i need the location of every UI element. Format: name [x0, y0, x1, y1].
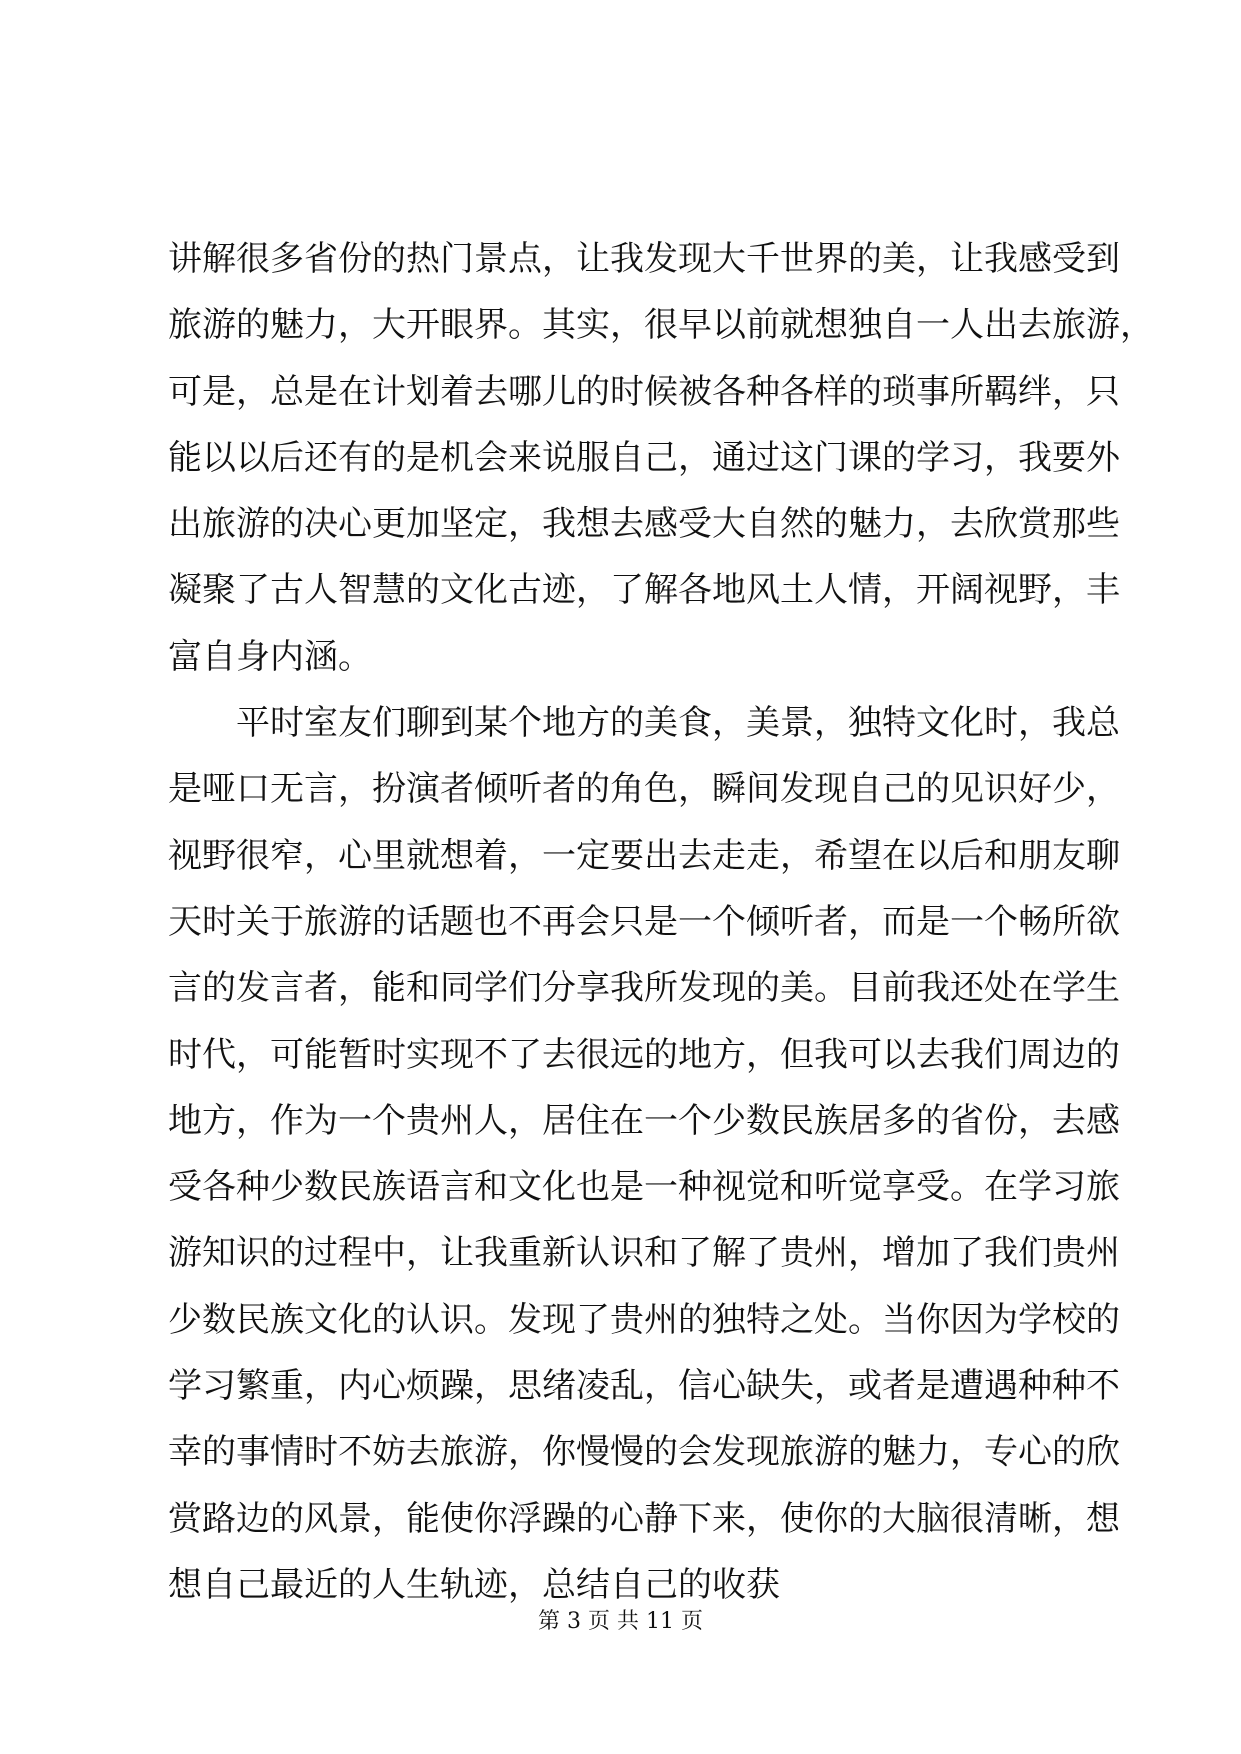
- text-line: 游知识的过程中，让我重新认识和了解了贵州，增加了我们贵州: [168, 1233, 1120, 1274]
- text-line: 出旅游的决心更加坚定，我想去感受大自然的魅力，去欣赏那些: [168, 504, 1120, 545]
- page-number-label: 第 3 页 共 11 页: [538, 1609, 703, 1634]
- text-line: 平时室友们聊到某个地方的美食，美景，独特文化时，我总: [236, 703, 1120, 744]
- text-line: 幸的事情时不妨去旅游，你慢慢的会发现旅游的魅力，专心的欣: [168, 1432, 1120, 1473]
- text-line: 讲解很多省份的热门景点，让我发现大千世界的美，让我感受到: [168, 239, 1120, 279]
- text-line: 地方，作为一个贵州人，居住在一个少数民族居多的省份，去感: [168, 1100, 1120, 1141]
- text-line: 想自己最近的人生轨迹，总结自己的收获: [168, 1564, 780, 1605]
- body-text: [168, 226, 1154, 1618]
- text-line: 言的发言者，能和同学们分享我所发现的美。目前我还处在学生: [168, 968, 1120, 1009]
- text-line: 能以以后还有的是机会来说服自己，通过这门课的学习，我要外: [168, 437, 1120, 478]
- text-line: 时代，可能暂时实现不了去很远的地方，但我可以去我们周边的: [168, 1034, 1120, 1075]
- text-line: 凝聚了古人智慧的文化古迹，了解各地风土人情，开阔视野，丰: [168, 570, 1120, 611]
- text-line: 可是，总是在计划着去哪儿的时候被各种各样的琐事所羁绊，只: [168, 371, 1120, 412]
- text-line: 旅游的魅力，大开眼界。其实，很早以前就想独自一人出去旅游，: [168, 305, 1154, 346]
- text-line: 是哑口无言，扮演者倾听者的角色，瞬间发现自己的见识好少，: [168, 769, 1120, 810]
- text-line: 赏路边的风景，能使你浮躁的心静下来，使你的大脑很清晰，想: [168, 1498, 1120, 1539]
- text-line: 天时关于旅游的话题也不再会只是一个倾听者，而是一个畅所欲: [168, 901, 1120, 942]
- text-line: 受各种少数民族语言和文化也是一种视觉和听觉享受。在学习旅: [168, 1167, 1120, 1208]
- page-footer: [0, 1607, 1241, 1637]
- text-line: 学习繁重，内心烦躁，思绪凌乱，信心缺失，或者是遭遇种种不: [168, 1366, 1120, 1407]
- text-line: 富自身内涵。: [168, 636, 372, 677]
- text-line: 视野很窄，心里就想着，一定要出去走走，希望在以后和朋友聊: [168, 835, 1120, 876]
- text-line: 少数民族文化的认识。发现了贵州的独特之处。当你因为学校的: [168, 1299, 1120, 1340]
